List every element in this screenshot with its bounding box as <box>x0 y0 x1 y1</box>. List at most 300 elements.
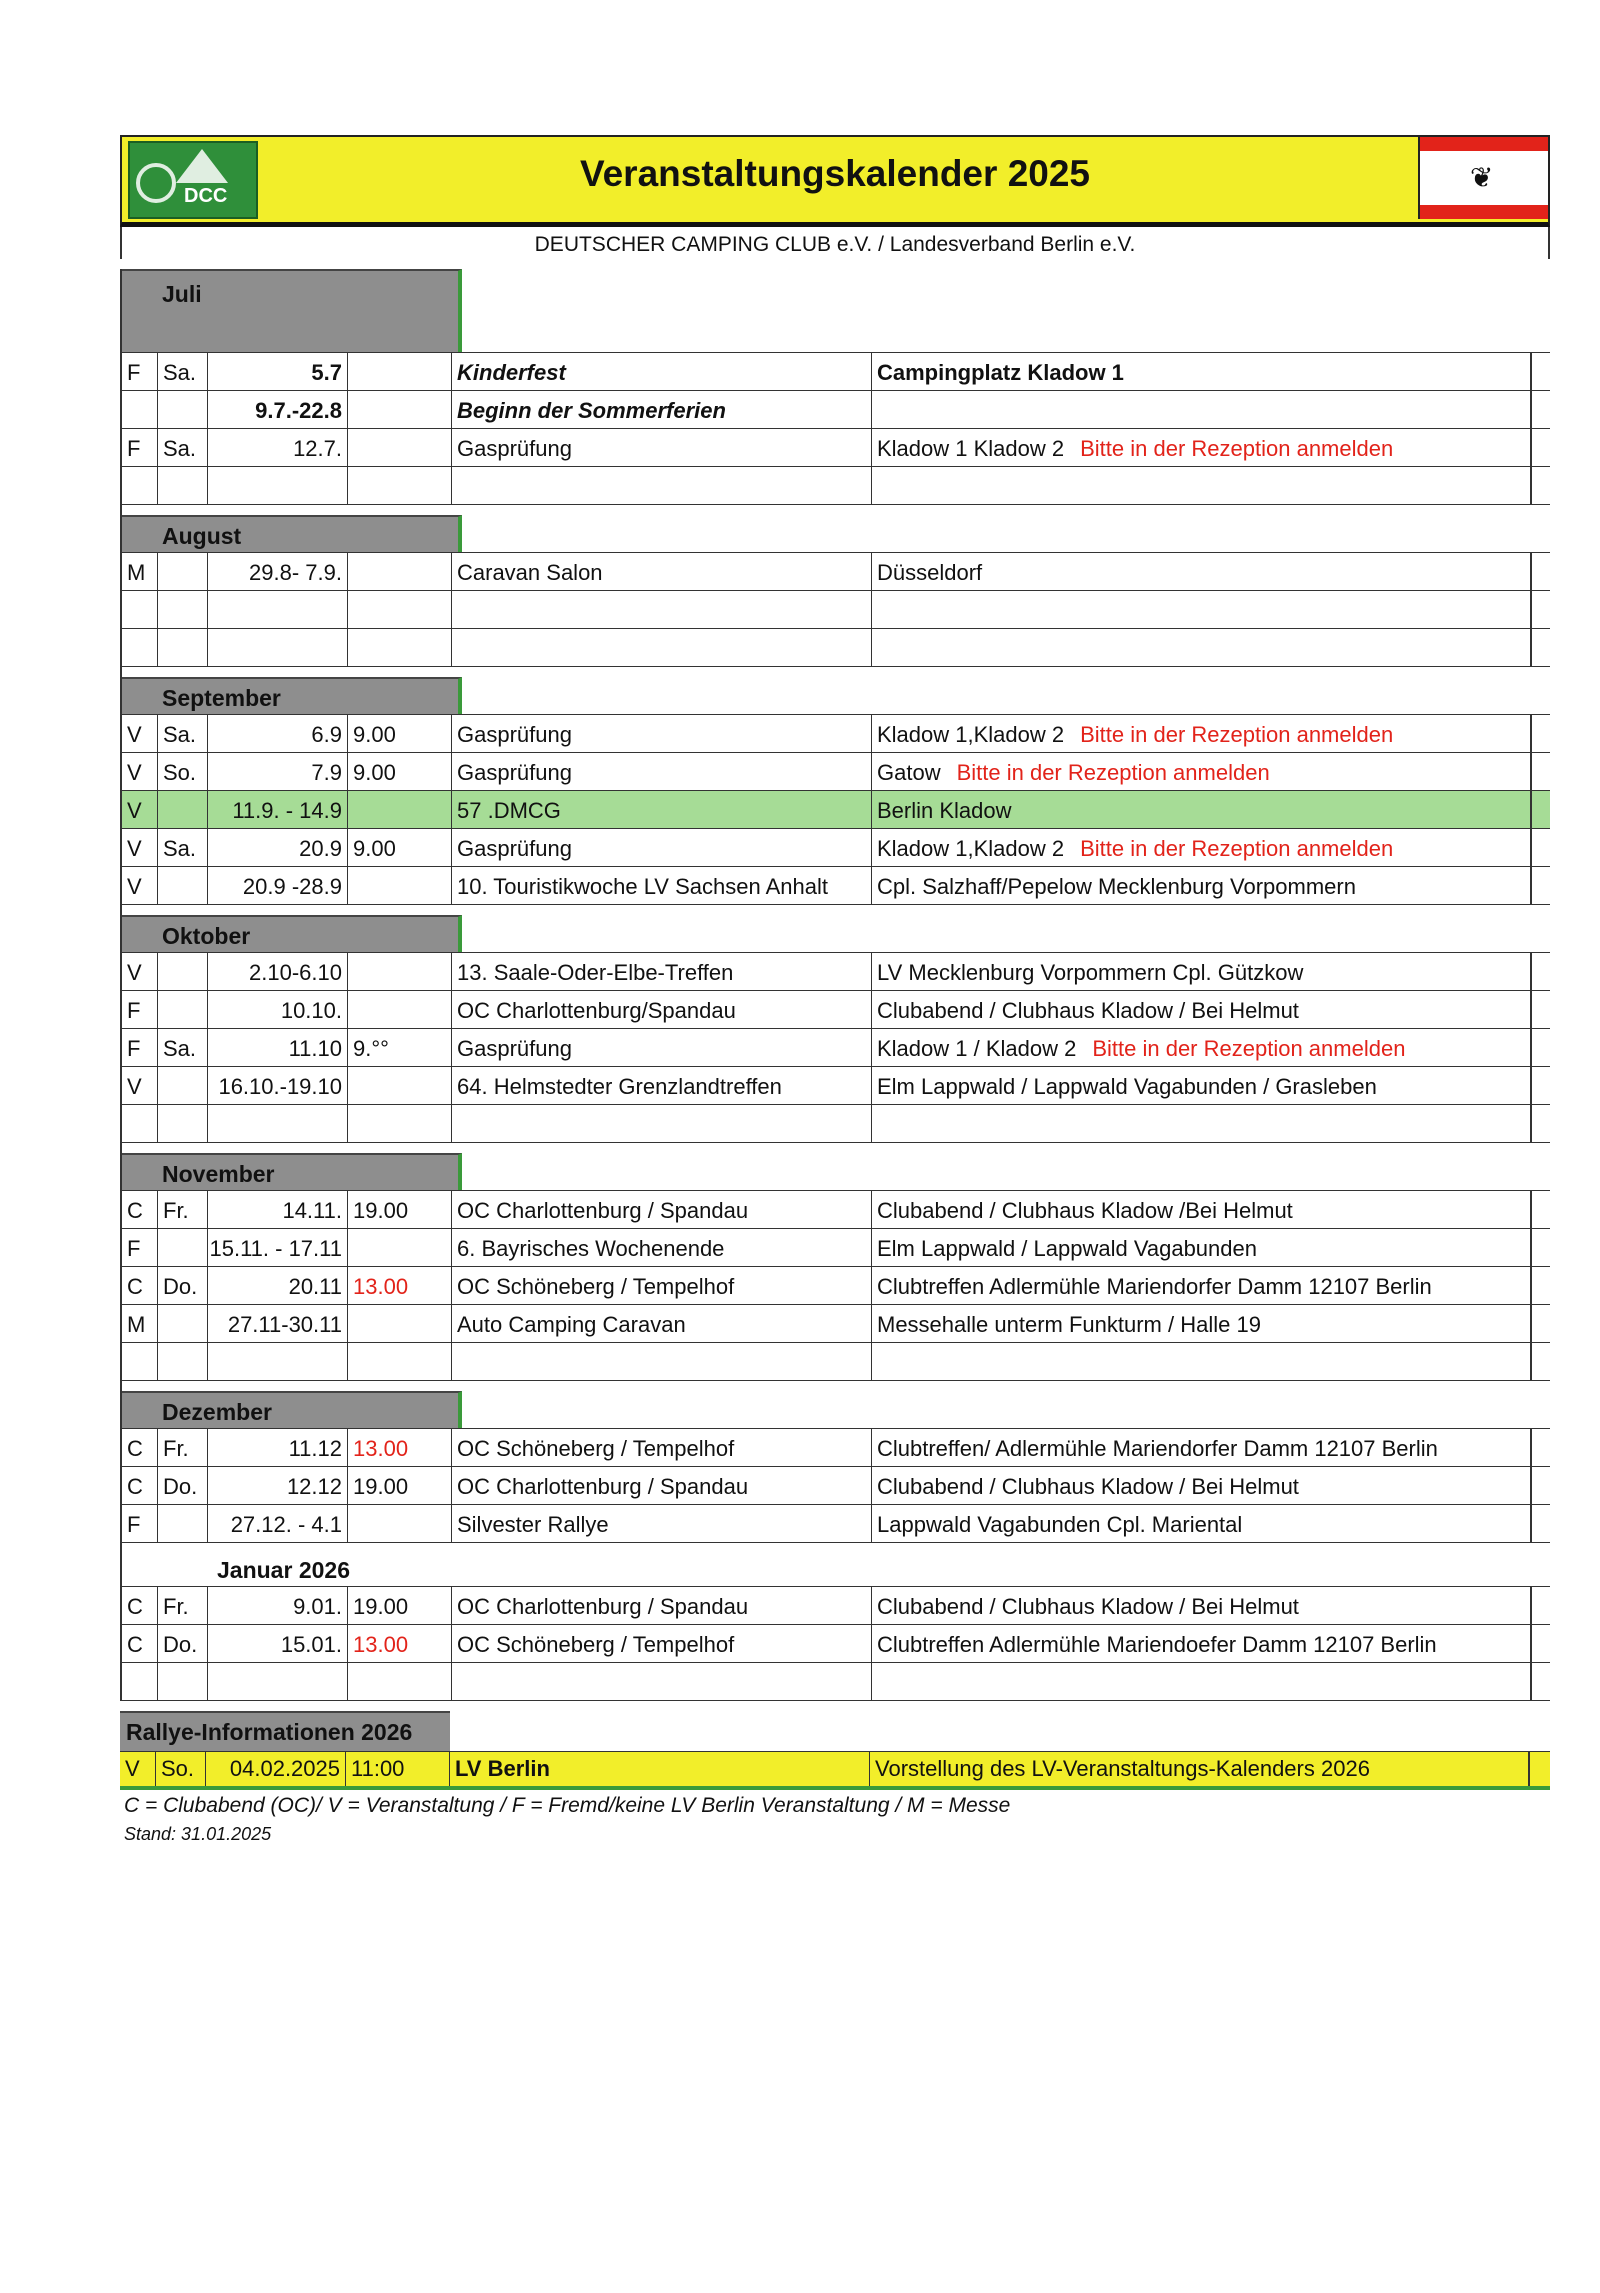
cell-event <box>452 715 872 752</box>
cell-location <box>872 391 1532 428</box>
location-text: Clubabend / Clubhaus Kladow / Bei Helmut <box>877 998 1299 1023</box>
time-text: 9.00 <box>353 836 396 861</box>
cell-type <box>122 753 158 790</box>
cell-date <box>208 1029 348 1066</box>
cell-time <box>348 1305 452 1342</box>
event-text: OC Charlottenburg / Spandau <box>457 1198 749 1223</box>
cell-location <box>872 553 1532 590</box>
month-heading: September <box>122 677 462 715</box>
cell-type <box>122 867 158 904</box>
header-bar <box>120 135 1550 227</box>
cell-day <box>158 791 208 828</box>
cell-day <box>158 1067 208 1104</box>
month-heading: Januar 2026 <box>217 1557 350 1583</box>
cell-type <box>122 1191 158 1228</box>
table-row <box>122 466 1550 505</box>
cell-location: Vorstellung des LV-Veranstaltungs-Kalenders 2026 <box>870 1752 1530 1786</box>
rallye-row <box>120 1751 1550 1790</box>
cell-day: So. <box>156 1752 206 1786</box>
cell-type <box>122 1305 158 1342</box>
type-text: V <box>127 960 142 985</box>
date-text: 9.01. <box>293 1594 342 1619</box>
cell-time <box>348 1625 452 1662</box>
cell-event <box>452 1429 872 1466</box>
cell-location <box>872 1625 1532 1662</box>
cell-day <box>158 1305 208 1342</box>
cell-date <box>208 1625 348 1662</box>
cell-day <box>158 1343 208 1380</box>
cell-type <box>122 1267 158 1304</box>
cell-day <box>158 1267 208 1304</box>
cell-type <box>122 1229 158 1266</box>
cell-day <box>158 1467 208 1504</box>
event-text: 57 .DMCG <box>457 798 561 823</box>
cell-type <box>122 391 158 428</box>
type-text: F <box>127 1036 141 1061</box>
table-row <box>122 1266 1550 1305</box>
day-text: Fr. <box>163 1198 189 1223</box>
table-row <box>122 552 1550 591</box>
cell-location <box>872 1587 1532 1624</box>
cell-date <box>208 1343 348 1380</box>
date-text: 27.12. - 4.1 <box>230 1512 342 1537</box>
location-text: Elm Lappwald / Lappwald Vagabunden / Grasleben <box>877 1074 1377 1099</box>
cell-time <box>348 1663 452 1700</box>
cell-time <box>348 829 452 866</box>
event-text: 6. Bayrisches Wochenende <box>457 1236 725 1261</box>
registration-note: Bitte in der Rezeption anmelden <box>1080 836 1394 861</box>
location-text: Kladow 1 / Kladow 2 <box>877 1036 1077 1061</box>
date-text: 20.11 <box>288 1274 342 1299</box>
event-text: Silvester Rallye <box>457 1512 609 1537</box>
time-text: 9.00 <box>353 760 396 785</box>
date-text: 16.10.-19.10 <box>218 1074 342 1099</box>
table-row <box>122 390 1550 429</box>
cell-day <box>158 353 208 390</box>
cell-date <box>208 1105 348 1142</box>
table-row <box>122 714 1550 753</box>
cell-time <box>348 591 452 628</box>
cell-location <box>872 1191 1532 1228</box>
cell-event <box>452 1587 872 1624</box>
cell-location <box>872 1305 1532 1342</box>
cell-event <box>452 1029 872 1066</box>
type-text: C <box>127 1198 143 1223</box>
table-row <box>122 1304 1550 1343</box>
cell-date <box>208 553 348 590</box>
table-row <box>122 1104 1550 1143</box>
cell-date <box>208 467 348 504</box>
table-row <box>122 628 1550 667</box>
cell-type <box>122 1105 158 1142</box>
event-text: Beginn der Sommerferien <box>457 398 726 423</box>
cell-date <box>208 1467 348 1504</box>
cell-time <box>348 1267 452 1304</box>
cell-date <box>208 1429 348 1466</box>
table-row <box>122 1066 1550 1105</box>
cell-event <box>452 353 872 390</box>
day-text: Do. <box>163 1632 198 1657</box>
cell-time <box>348 1105 452 1142</box>
cell-event: LV Berlin <box>450 1752 870 1786</box>
date-text: 11.10 <box>288 1036 342 1061</box>
event-text: Gasprüfung <box>457 1036 572 1061</box>
cell-time <box>348 1067 452 1104</box>
cell-time <box>348 753 452 790</box>
cell-type <box>122 1467 158 1504</box>
type-text: V <box>127 722 142 747</box>
cell-type <box>122 467 158 504</box>
location-text: Messehalle unterm Funkturm / Halle 19 <box>877 1312 1261 1337</box>
cell-location <box>872 867 1532 904</box>
legend: C = Clubabend (OC)/ V = Veranstaltung / F = Fremd/keine LV Berlin Veranstaltung / M = Messe <box>124 1794 1011 1817</box>
month-heading: Oktober <box>122 915 462 953</box>
location-text: Clubtreffen/ Adlermühle Mariendorfer Damm 12107 Berlin <box>877 1436 1438 1461</box>
day-text: Sa. <box>163 1036 197 1061</box>
cell-type <box>122 715 158 752</box>
cell-time <box>348 429 452 466</box>
cell-time <box>348 953 452 990</box>
type-text: C <box>127 1632 143 1657</box>
cell-event <box>452 991 872 1028</box>
date-text: 12.7. <box>293 436 342 461</box>
date-text: 20.9 -28.9 <box>242 874 342 899</box>
cell-date <box>208 353 348 390</box>
event-text: Auto Camping Caravan <box>457 1312 686 1337</box>
type-text: V <box>127 836 142 861</box>
cell-date <box>208 1267 348 1304</box>
cell-day <box>158 715 208 752</box>
cell-date <box>208 1229 348 1266</box>
cell-day <box>158 991 208 1028</box>
table-row <box>122 1342 1550 1381</box>
berlin-flag-icon <box>1418 137 1548 219</box>
table-row <box>122 1428 1550 1467</box>
cell-location <box>872 591 1532 628</box>
date-text: 29.8- 7.9. <box>249 560 342 585</box>
table-row <box>122 1662 1550 1701</box>
type-text: V <box>127 874 142 899</box>
date-text: 15.01. <box>280 1632 342 1657</box>
cell-type <box>122 829 158 866</box>
time-text: 13.00 <box>353 1274 409 1299</box>
cell-event <box>452 791 872 828</box>
event-text: OC Charlottenburg/Spandau <box>457 998 736 1023</box>
cell-date <box>208 1663 348 1700</box>
cell-type: V <box>120 1752 156 1786</box>
event-text: 13. Saale-Oder-Elbe-Treffen <box>457 960 734 985</box>
month-heading: Dezember <box>122 1391 462 1429</box>
location-text: Clubtreffen Adlermühle Mariendorfer Damm 12107 Berlin <box>877 1274 1432 1299</box>
cell-day <box>158 953 208 990</box>
bear-icon: ❦ <box>1470 162 1494 193</box>
cell-date <box>208 629 348 666</box>
cell-day <box>158 829 208 866</box>
date-text: 15.11. - 17.11 <box>209 1236 342 1261</box>
cell-event <box>452 1505 872 1542</box>
cell-location <box>872 429 1532 466</box>
cell-date <box>208 1191 348 1228</box>
location-text: Elm Lappwald / Lappwald Vagabunden <box>877 1236 1257 1261</box>
cell-event <box>452 1105 872 1142</box>
cell-date <box>208 429 348 466</box>
cell-event <box>452 1067 872 1104</box>
cell-date <box>208 791 348 828</box>
cell-event <box>452 829 872 866</box>
cell-time: 11:00 <box>346 1752 450 1786</box>
day-text: Sa. <box>163 360 197 385</box>
cell-time <box>348 991 452 1028</box>
cell-location <box>872 1343 1532 1380</box>
cell-date <box>208 953 348 990</box>
cell-location <box>872 467 1532 504</box>
rallye-heading: Rallye-Informationen 2026 <box>120 1711 450 1752</box>
cell-day <box>158 1029 208 1066</box>
cell-type <box>122 791 158 828</box>
cell-event <box>452 467 872 504</box>
logo-text: DCC <box>184 185 228 207</box>
cell-time <box>348 1343 452 1380</box>
date-text: 11.12 <box>288 1436 342 1461</box>
type-text: C <box>127 1594 143 1619</box>
cell-location <box>872 991 1532 1028</box>
event-text: OC Schöneberg / Tempelhof <box>457 1632 735 1657</box>
cell-time <box>348 1029 452 1066</box>
type-text: F <box>127 1236 141 1261</box>
cell-type <box>122 1625 158 1662</box>
date-text: 10.10. <box>280 998 342 1023</box>
cell-event <box>452 1229 872 1266</box>
day-text: Sa. <box>163 722 197 747</box>
cell-type <box>122 553 158 590</box>
cell-day <box>158 1587 208 1624</box>
cell-type <box>122 353 158 390</box>
cell-day <box>158 553 208 590</box>
time-text: 19.00 <box>353 1474 409 1499</box>
stand-date: Stand: 31.01.2025 <box>124 1824 272 1844</box>
cell-type <box>122 1587 158 1624</box>
cell-day <box>158 1229 208 1266</box>
cell-type <box>122 629 158 666</box>
cell-time <box>348 1505 452 1542</box>
cell-time <box>348 1429 452 1466</box>
page-subtitle: DEUTSCHER CAMPING CLUB e.V. / Landesverband Berlin e.V. <box>120 227 1550 259</box>
cell-day <box>158 867 208 904</box>
table-row <box>122 990 1550 1029</box>
event-text: Gasprüfung <box>457 722 572 747</box>
registration-note: Bitte in der Rezeption anmelden <box>956 760 1270 785</box>
day-text: Fr. <box>163 1436 189 1461</box>
type-text: C <box>127 1474 143 1499</box>
event-text: Caravan Salon <box>457 560 603 585</box>
cell-location <box>872 715 1532 752</box>
time-text: 19.00 <box>353 1594 409 1619</box>
location-text: LV Mecklenburg Vorpommern Cpl. Gützkow <box>877 960 1304 985</box>
date-text: 5.7 <box>311 360 342 385</box>
cell-event <box>452 1191 872 1228</box>
location-text: Campingplatz Kladow 1 <box>877 360 1124 385</box>
event-text: Gasprüfung <box>457 836 572 861</box>
date-text: 14.11. <box>282 1198 342 1223</box>
location-text: Gatow <box>877 760 941 785</box>
registration-note: Bitte in der Rezeption anmelden <box>1092 1036 1406 1061</box>
cell-day <box>158 1429 208 1466</box>
cell-event <box>452 1343 872 1380</box>
cell-location <box>872 1467 1532 1504</box>
cell-time <box>348 1229 452 1266</box>
cell-day <box>158 1625 208 1662</box>
table-row <box>122 1586 1550 1625</box>
cell-time <box>348 715 452 752</box>
cell-date: 04.02.2025 <box>206 1752 346 1786</box>
type-text: M <box>127 1312 146 1337</box>
cell-location <box>872 629 1532 666</box>
cell-location <box>872 1429 1532 1466</box>
cell-date <box>208 829 348 866</box>
cell-type <box>122 1343 158 1380</box>
type-text: V <box>127 798 142 823</box>
location-text: Lappwald Vagabunden Cpl. Mariental <box>877 1512 1243 1537</box>
cell-type <box>122 1663 158 1700</box>
cell-date <box>208 1305 348 1342</box>
type-text: C <box>127 1274 143 1299</box>
table-row <box>122 352 1550 391</box>
cell-time <box>348 791 452 828</box>
date-text: 2.10-6.10 <box>249 960 342 985</box>
cell-day <box>158 1105 208 1142</box>
cell-event <box>452 867 872 904</box>
table-row <box>122 428 1550 467</box>
cell-location <box>872 791 1532 828</box>
cell-event <box>452 1625 872 1662</box>
cell-location <box>872 953 1532 990</box>
location-text: Kladow 1 Kladow 2 <box>877 436 1065 461</box>
type-text: F <box>127 1512 141 1537</box>
table-row <box>122 752 1550 791</box>
type-text: V <box>127 760 142 785</box>
registration-note: Bitte in der Rezeption anmelden <box>1080 722 1394 747</box>
cell-time <box>348 467 452 504</box>
cell-event <box>452 753 872 790</box>
cell-time <box>348 353 452 390</box>
event-text: OC Charlottenburg / Spandau <box>457 1594 749 1619</box>
time-text: 13.00 <box>353 1436 409 1461</box>
cell-date <box>208 867 348 904</box>
time-text: 9.°° <box>353 1036 389 1061</box>
cell-location <box>872 353 1532 390</box>
table-row <box>122 790 1550 829</box>
type-text: C <box>127 1436 143 1461</box>
cell-day <box>158 467 208 504</box>
day-text: Sa. <box>163 836 197 861</box>
table-row <box>122 590 1550 629</box>
page-title: Veranstaltungskalender 2025 <box>579 153 1091 194</box>
date-text: 12.12 <box>286 1474 342 1499</box>
table-row <box>122 1504 1550 1543</box>
cell-type <box>122 429 158 466</box>
cell-date <box>208 1587 348 1624</box>
cell-date <box>208 391 348 428</box>
location-text: Berlin Kladow <box>877 798 1012 823</box>
type-text: F <box>127 360 141 385</box>
table-row <box>122 1466 1550 1505</box>
cell-day <box>158 591 208 628</box>
cell-event <box>452 1663 872 1700</box>
cell-time <box>348 1191 452 1228</box>
cell-time <box>348 867 452 904</box>
cell-day <box>158 1505 208 1542</box>
cell-type <box>122 991 158 1028</box>
cell-location <box>872 753 1532 790</box>
cell-time <box>348 391 452 428</box>
cell-time <box>348 629 452 666</box>
type-text: M <box>127 560 146 585</box>
cell-location <box>872 1029 1532 1066</box>
cell-location <box>872 1067 1532 1104</box>
cell-type <box>122 1067 158 1104</box>
cell-date <box>208 1067 348 1104</box>
cell-day <box>158 753 208 790</box>
calendar-page <box>120 135 1550 1847</box>
table-row <box>122 1228 1550 1267</box>
date-text: 7.9 <box>311 760 342 785</box>
month-heading: Juli <box>122 269 462 353</box>
cell-type <box>122 1505 158 1542</box>
time-text: 9.00 <box>353 722 396 747</box>
cell-type <box>122 1429 158 1466</box>
location-text: Kladow 1,Kladow 2 <box>877 722 1065 747</box>
event-text: Kinderfest <box>457 360 566 385</box>
location-text: Clubtreffen Adlermühle Mariendoefer Damm 12107 Berlin <box>877 1632 1437 1657</box>
cell-event <box>452 591 872 628</box>
cell-type <box>122 953 158 990</box>
type-text: V <box>127 1074 142 1099</box>
event-text: OC Schöneberg / Tempelhof <box>457 1274 735 1299</box>
table-row <box>122 1624 1550 1663</box>
registration-note: Bitte in der Rezeption anmelden <box>1080 436 1394 461</box>
table-row <box>122 866 1550 905</box>
month-heading: November <box>122 1153 462 1191</box>
type-text: F <box>127 998 141 1023</box>
event-text: OC Schöneberg / Tempelhof <box>457 1436 735 1461</box>
day-text: Do. <box>163 1274 198 1299</box>
date-text: 20.9 <box>299 836 342 861</box>
event-text: 64. Helmstedter Grenzlandtreffen <box>457 1074 782 1099</box>
cell-event <box>452 1305 872 1342</box>
location-text: Düsseldorf <box>877 560 983 585</box>
cell-date <box>208 591 348 628</box>
date-text: 9.7.-22.8 <box>255 398 342 423</box>
event-table <box>120 269 1550 1701</box>
day-text: So. <box>163 760 197 785</box>
time-text: 19.00 <box>353 1198 409 1223</box>
location-text: Clubabend / Clubhaus Kladow /Bei Helmut <box>877 1198 1293 1223</box>
table-row <box>122 828 1550 867</box>
cell-type <box>122 591 158 628</box>
cell-event <box>452 629 872 666</box>
event-text: Gasprüfung <box>457 760 572 785</box>
date-text: 11.9. - 14.9 <box>232 798 342 823</box>
event-text: Gasprüfung <box>457 436 572 461</box>
cell-event <box>452 553 872 590</box>
cell-day <box>158 391 208 428</box>
day-text: Sa. <box>163 436 197 461</box>
cell-date <box>208 715 348 752</box>
date-text: 27.11-30.11 <box>227 1312 342 1337</box>
cell-location <box>872 1267 1532 1304</box>
cell-date <box>208 1505 348 1542</box>
cell-location <box>872 829 1532 866</box>
